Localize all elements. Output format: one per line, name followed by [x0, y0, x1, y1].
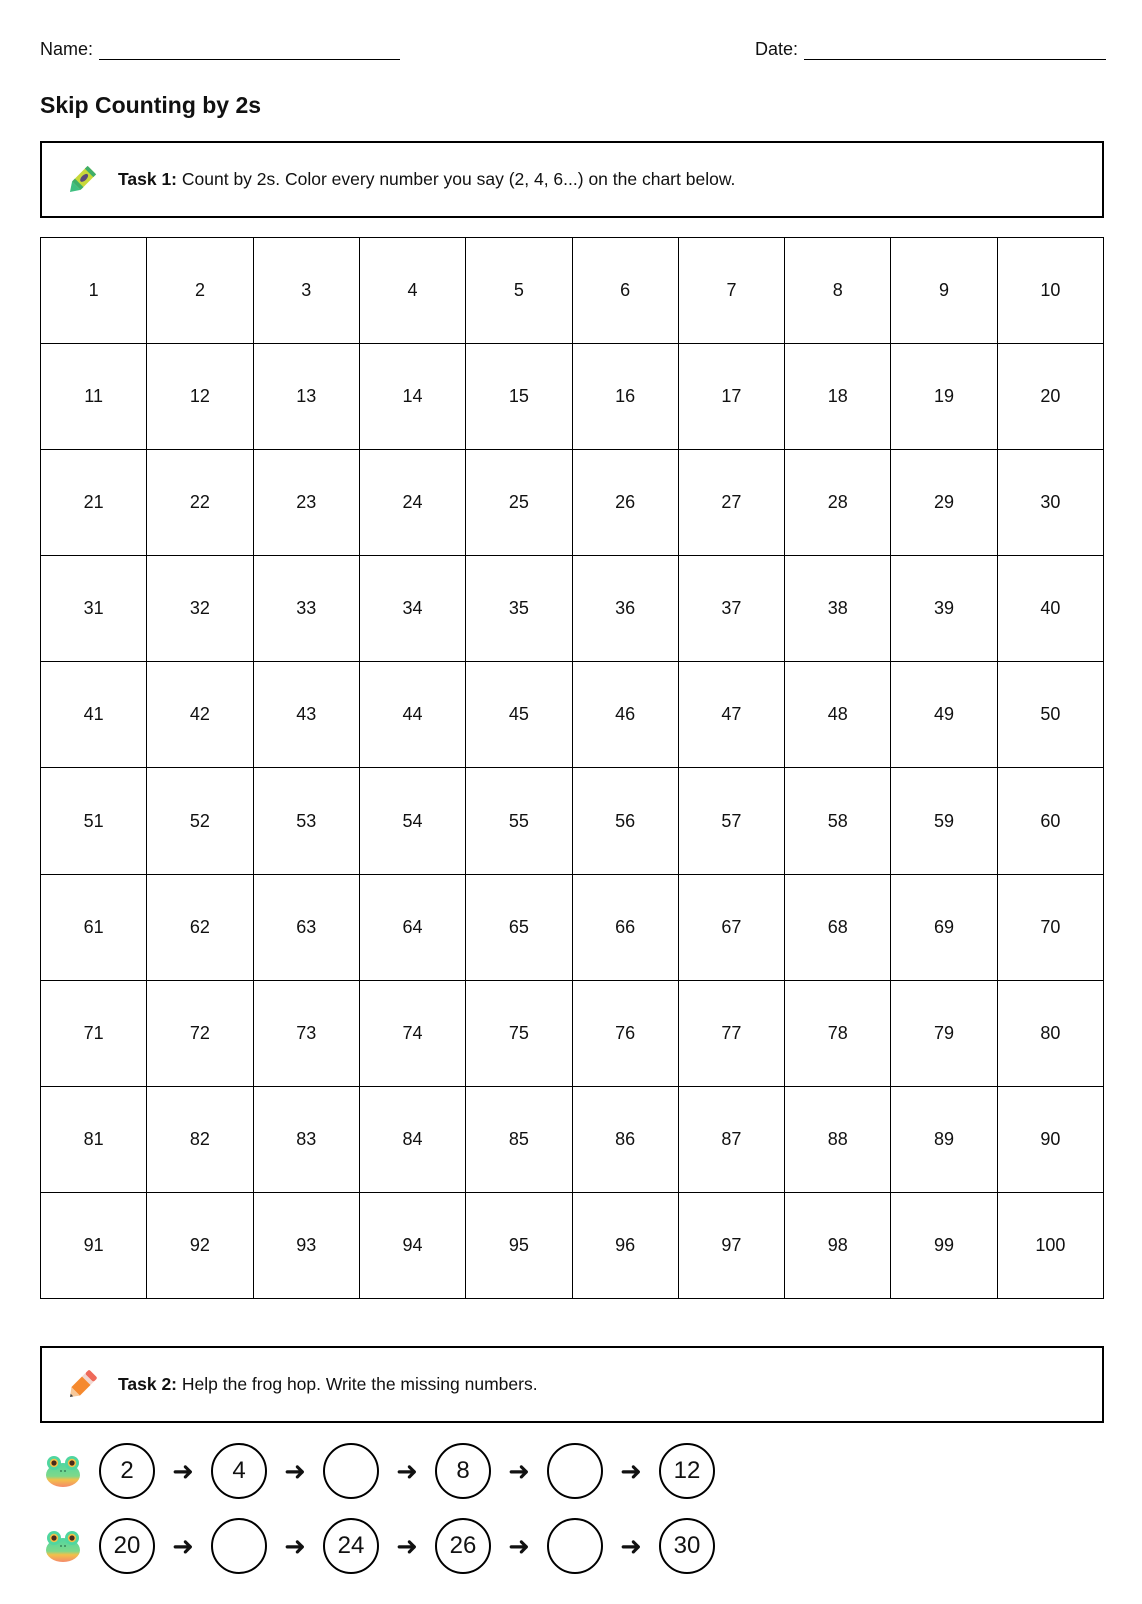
chart-cell[interactable]: 94 — [360, 1193, 466, 1299]
hundred-chart — [40, 237, 1104, 1299]
chart-cell[interactable]: 4 — [360, 238, 466, 344]
chart-cell[interactable]: 30 — [998, 450, 1104, 556]
page-title: Skip Counting by 2s — [40, 92, 262, 118]
name-label: Name: — [40, 39, 94, 59]
chart-cell[interactable]: 54 — [360, 768, 466, 874]
chart-cell[interactable]: 2 — [147, 238, 253, 344]
chart-cell[interactable]: 53 — [254, 768, 360, 874]
arrow-right-icon: ➜ — [172, 1456, 194, 1486]
chart-cell[interactable]: 83 — [254, 1087, 360, 1193]
chart-cell[interactable]: 86 — [573, 1087, 679, 1193]
chart-cell[interactable]: 82 — [147, 1087, 253, 1193]
header-row — [40, 38, 1104, 64]
chart-cell[interactable]: 16 — [573, 344, 679, 450]
chart-cell[interactable]: 74 — [360, 981, 466, 1087]
task1-box — [40, 141, 1104, 218]
date-field[interactable] — [755, 38, 1106, 60]
chart-cell[interactable]: 43 — [254, 662, 360, 768]
chart-cell[interactable]: 33 — [254, 556, 360, 662]
chart-cell[interactable]: 66 — [573, 875, 679, 981]
blank-answer-circle[interactable] — [547, 1443, 603, 1499]
chart-cell[interactable]: 60 — [998, 768, 1104, 874]
chart-cell[interactable]: 96 — [573, 1193, 679, 1299]
arrow-right-icon: ➜ — [284, 1531, 306, 1561]
chart-cell[interactable]: 73 — [254, 981, 360, 1087]
chart-cell[interactable]: 6 — [573, 238, 679, 344]
chart-cell[interactable]: 40 — [998, 556, 1104, 662]
chart-cell[interactable]: 45 — [466, 662, 572, 768]
chart-cell[interactable]: 25 — [466, 450, 572, 556]
frog-icon — [44, 1529, 82, 1563]
chart-cell[interactable]: 23 — [254, 450, 360, 556]
chart-cell[interactable]: 91 — [41, 1193, 147, 1299]
chart-cell[interactable]: 61 — [41, 875, 147, 981]
chart-cell[interactable]: 17 — [679, 344, 785, 450]
chart-cell[interactable]: 27 — [679, 450, 785, 556]
chart-cell[interactable]: 3 — [254, 238, 360, 344]
chart-cell[interactable]: 24 — [360, 450, 466, 556]
chart-cell[interactable]: 80 — [998, 981, 1104, 1087]
blank-answer-circle[interactable] — [211, 1518, 267, 1574]
chart-cell[interactable]: 87 — [679, 1087, 785, 1193]
blank-answer-circle[interactable] — [547, 1518, 603, 1574]
chart-cell[interactable]: 22 — [147, 450, 253, 556]
chart-cell[interactable]: 44 — [360, 662, 466, 768]
chart-cell[interactable]: 79 — [891, 981, 997, 1087]
chart-cell[interactable]: 59 — [891, 768, 997, 874]
chart-cell[interactable]: 15 — [466, 344, 572, 450]
chart-cell[interactable]: 42 — [147, 662, 253, 768]
chart-cell[interactable]: 72 — [147, 981, 253, 1087]
chart-cell[interactable]: 41 — [41, 662, 147, 768]
chart-cell[interactable]: 35 — [466, 556, 572, 662]
chart-cell[interactable]: 55 — [466, 768, 572, 874]
chart-cell[interactable]: 32 — [147, 556, 253, 662]
chart-cell[interactable]: 12 — [147, 344, 253, 450]
number-circle: 8 — [435, 1443, 491, 1499]
chart-cell[interactable]: 57 — [679, 768, 785, 874]
pencil-icon — [62, 1365, 102, 1405]
chart-cell[interactable]: 14 — [360, 344, 466, 450]
task1-label: Task 1: — [118, 169, 178, 189]
chart-cell[interactable]: 8 — [785, 238, 891, 344]
number-circle: 2 — [99, 1443, 155, 1499]
chart-cell[interactable]: 63 — [254, 875, 360, 981]
chart-cell[interactable]: 65 — [466, 875, 572, 981]
chart-cell[interactable]: 84 — [360, 1087, 466, 1193]
chart-cell[interactable]: 46 — [573, 662, 679, 768]
chart-cell[interactable]: 58 — [785, 768, 891, 874]
chart-cell[interactable]: 98 — [785, 1193, 891, 1299]
number-circle: 4 — [211, 1443, 267, 1499]
chart-cell[interactable]: 49 — [891, 662, 997, 768]
number-circle: 12 — [659, 1443, 715, 1499]
chart-cell[interactable]: 92 — [147, 1193, 253, 1299]
chart-cell[interactable]: 11 — [41, 344, 147, 450]
chart-cell[interactable]: 52 — [147, 768, 253, 874]
chart-cell[interactable]: 99 — [891, 1193, 997, 1299]
chart-cell[interactable]: 10 — [998, 238, 1104, 344]
frog-icon — [44, 1454, 82, 1488]
arrow-right-icon: ➜ — [508, 1456, 530, 1486]
chart-cell[interactable]: 39 — [891, 556, 997, 662]
chart-cell[interactable]: 56 — [573, 768, 679, 874]
frog-hop-row-1 — [44, 1443, 715, 1499]
chart-cell[interactable]: 76 — [573, 981, 679, 1087]
arrow-right-icon: ➜ — [620, 1531, 642, 1561]
task2-label: Task 2: — [118, 1374, 178, 1394]
chart-cell[interactable]: 88 — [785, 1087, 891, 1193]
chart-cell[interactable]: 18 — [785, 344, 891, 450]
chart-cell[interactable]: 36 — [573, 556, 679, 662]
chart-cell[interactable]: 28 — [785, 450, 891, 556]
crayon-icon — [62, 160, 102, 200]
chart-cell[interactable]: 85 — [466, 1087, 572, 1193]
name-input-line[interactable] — [99, 41, 400, 60]
chart-cell[interactable]: 1 — [41, 238, 147, 344]
chart-cell[interactable]: 100 — [998, 1193, 1104, 1299]
chart-cell[interactable]: 29 — [891, 450, 997, 556]
number-circle: 20 — [99, 1518, 155, 1574]
chart-cell[interactable]: 48 — [785, 662, 891, 768]
chart-cell[interactable]: 69 — [891, 875, 997, 981]
chart-cell[interactable]: 47 — [679, 662, 785, 768]
name-field[interactable] — [40, 38, 400, 60]
arrow-right-icon: ➜ — [284, 1456, 306, 1486]
chart-cell[interactable]: 75 — [466, 981, 572, 1087]
chart-cell[interactable]: 70 — [998, 875, 1104, 981]
chart-cell[interactable]: 37 — [679, 556, 785, 662]
chart-cell[interactable]: 77 — [679, 981, 785, 1087]
number-circle: 30 — [659, 1518, 715, 1574]
chart-cell[interactable]: 20 — [998, 344, 1104, 450]
number-circle: 26 — [435, 1518, 491, 1574]
chart-cell[interactable]: 81 — [41, 1087, 147, 1193]
task2-box — [40, 1346, 1104, 1423]
task2-text: Help the frog hop. Write the missing numbers. — [177, 1374, 538, 1394]
frog-hop-row-2 — [44, 1518, 715, 1574]
chart-cell[interactable]: 64 — [360, 875, 466, 981]
date-label: Date: — [755, 39, 799, 59]
chart-cell[interactable]: 7 — [679, 238, 785, 344]
arrow-right-icon: ➜ — [508, 1531, 530, 1561]
chart-cell[interactable]: 31 — [41, 556, 147, 662]
task1-instructions — [118, 169, 735, 190]
task1-text: Count by 2s. Color every number you say (2, 4, 6...) on the chart below. — [177, 169, 736, 189]
arrow-right-icon: ➜ — [172, 1531, 194, 1561]
chart-cell[interactable]: 50 — [998, 662, 1104, 768]
chart-cell[interactable]: 68 — [785, 875, 891, 981]
chart-cell[interactable]: 19 — [891, 344, 997, 450]
chart-cell[interactable]: 71 — [41, 981, 147, 1087]
chart-cell[interactable]: 51 — [41, 768, 147, 874]
chart-cell[interactable]: 67 — [679, 875, 785, 981]
chart-cell[interactable]: 21 — [41, 450, 147, 556]
blank-answer-circle[interactable] — [323, 1443, 379, 1499]
chart-cell[interactable]: 34 — [360, 556, 466, 662]
chart-cell[interactable]: 62 — [147, 875, 253, 981]
arrow-right-icon: ➜ — [620, 1456, 642, 1486]
chart-cell[interactable]: 38 — [785, 556, 891, 662]
chart-cell[interactable]: 89 — [891, 1087, 997, 1193]
task2-instructions — [118, 1374, 538, 1395]
chart-cell[interactable]: 5 — [466, 238, 572, 344]
chart-cell[interactable]: 95 — [466, 1193, 572, 1299]
number-circle: 24 — [323, 1518, 379, 1574]
chart-cell[interactable]: 97 — [679, 1193, 785, 1299]
date-input-line[interactable] — [804, 41, 1106, 60]
chart-cell[interactable]: 78 — [785, 981, 891, 1087]
chart-cell[interactable]: 93 — [254, 1193, 360, 1299]
chart-cell[interactable]: 26 — [573, 450, 679, 556]
chart-cell[interactable]: 90 — [998, 1087, 1104, 1193]
chart-cell[interactable]: 13 — [254, 344, 360, 450]
arrow-right-icon: ➜ — [396, 1456, 418, 1486]
arrow-right-icon: ➜ — [396, 1531, 418, 1561]
chart-cell[interactable]: 9 — [891, 238, 997, 344]
